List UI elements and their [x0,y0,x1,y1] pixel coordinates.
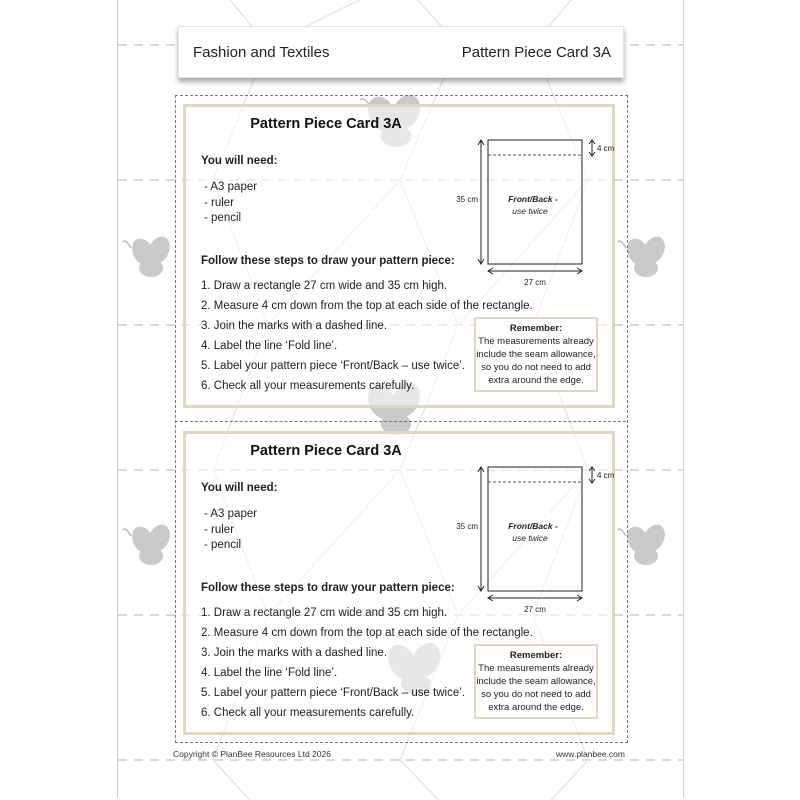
remember-box [474,644,598,719]
steps-heading: Follow these steps to draw your pattern piece: [201,582,455,594]
list-item: 2. Measure 4 cm down from the top at each side of the rectangle. [201,300,533,312]
materials-heading: You will need: [201,155,278,167]
pattern-diagram [448,135,615,287]
list-item: 5. Label your pattern piece ‘Front/Back – use twice’. [201,687,466,699]
remember-line: The measurements already [478,663,594,674]
remember-line: The measurements already [478,336,594,347]
subject-title: Fashion and Textiles [193,44,330,61]
materials-list [204,180,257,227]
remember-line: extra around the edge. [488,375,584,386]
height-measure-label: 35 cm [456,195,478,204]
list-item: - ruler [204,523,235,536]
list-item: - A3 paper [204,181,258,193]
cut-line [175,421,626,422]
remember-line: so you do not need to add [481,362,591,373]
piece-label: use twice [512,533,548,543]
copyright-text: Copyright © PlanBee Resources Ltd 2026 [173,749,331,759]
list-item: 1. Draw a rectangle 27 cm wide and 35 cm high. [201,280,448,292]
list-item: 3. Join the marks with a dashed line. [201,320,388,332]
piece-label: Front/Back - [508,521,558,531]
list-item: 6. Check all your measurements carefully. [201,707,415,719]
pattern-card [183,104,615,408]
list-item: 3. Join the marks with a dashed line. [201,647,388,659]
remember-box [474,317,598,392]
remember-title: Remember: [509,650,563,661]
list-item: 5. Label your pattern piece ‘Front/Back – use twice’. [201,360,466,372]
list-item: 1. Draw a rectangle 27 cm wide and 35 cm high. [201,607,448,619]
width-measure-label: 27 cm [524,605,546,614]
remember-line: so you do not need to add [481,689,591,700]
piece-label: Front/Back - [508,194,558,204]
bee-watermark-icon [123,520,178,568]
list-item: - A3 paper [204,508,258,520]
remember-title: Remember: [509,323,563,334]
pattern-card [183,431,615,735]
bee-watermark-icon [123,232,178,280]
piece-label: use twice [512,206,548,216]
list-item: 4. Label the line ‘Fold line’. [201,667,338,679]
list-item: - pencil [204,539,242,551]
list-item: 6. Check all your measurements carefully. [201,380,415,392]
list-item: - pencil [204,212,242,224]
steps-heading: Follow these steps to draw your pattern piece: [201,255,455,267]
pattern-diagram [448,462,615,614]
header-banner [178,26,624,78]
card-label: Pattern Piece Card 3A [461,44,611,61]
width-measure-label: 27 cm [524,278,546,287]
list-item: 4. Label the line ‘Fold line’. [201,340,338,352]
materials-heading: You will need: [201,482,278,494]
remember-line: include the seam allowance, [476,349,596,360]
materials-list [204,507,257,554]
height-measure-label: 35 cm [456,522,478,531]
remember-line: extra around the edge. [488,702,584,713]
top-measure-label: 4 cm [597,471,615,480]
top-measure-label: 4 cm [597,144,615,153]
list-item: 2. Measure 4 cm down from the top at each side of the rectangle. [201,627,533,639]
website-text: www.planbee.com [556,749,625,759]
list-item: - ruler [204,196,235,209]
worksheet-page [117,0,684,798]
remember-line: include the seam allowance, [476,676,596,687]
card-title: Pattern Piece Card 3A [250,443,402,459]
card-title: Pattern Piece Card 3A [250,116,402,132]
